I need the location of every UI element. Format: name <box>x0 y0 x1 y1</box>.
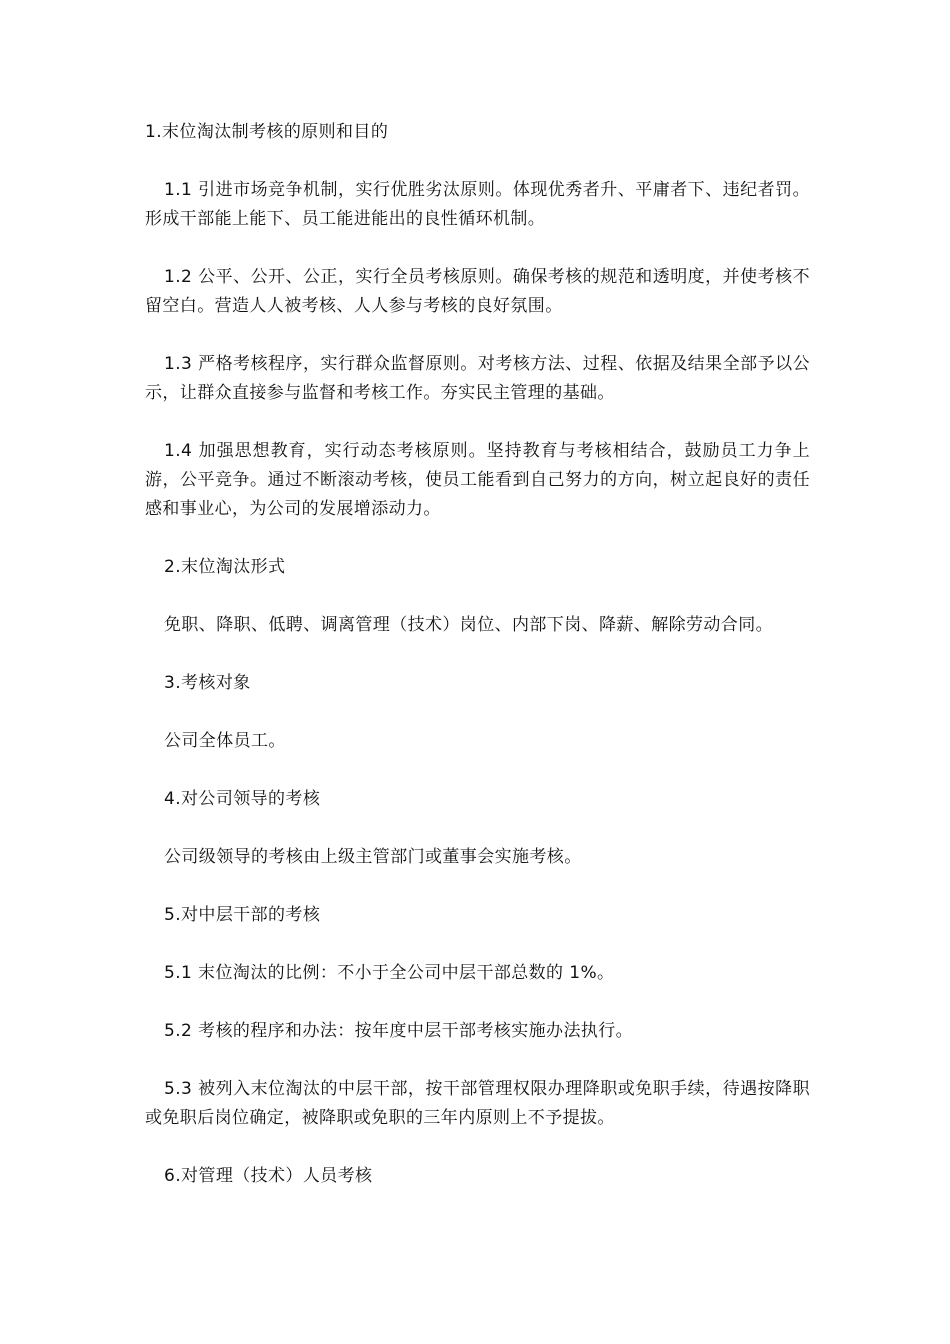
paragraph-5-2: 5.2 考核的程序和办法：按年度中层干部考核实施办法执行。 <box>164 1021 634 1041</box>
paragraph-1-3: 1.3 严格考核程序，实行群众监督原则。对考核方法、过程、依据及结果全部予以公示，让群众直接参与监督和考核工作。夯实民主管理的基础。 <box>145 354 810 403</box>
paragraph-3: 公司全体员工。 <box>164 731 286 751</box>
document-body <box>145 118 810 1220</box>
paragraph-5-1: 5.1 末位淘汰的比例：不小于全公司中层干部总数的 1%。 <box>164 963 615 983</box>
section-heading-5: 5.对中层干部的考核 <box>164 905 321 925</box>
paragraph-4: 公司级领导的考核由上级主管部门或董事会实施考核。 <box>164 847 582 867</box>
section-heading-4: 4.对公司领导的考核 <box>164 789 321 809</box>
paragraph-1-2: 1.2 公平、公开、公正，实行全员考核原则。确保考核的规范和透明度，并使考核不留空白。营造人人被考核、人人参与考核的良好氛围。 <box>145 267 810 316</box>
paragraph-5-3: 5.3 被列入末位淘汰的中层干部，按干部管理权限办理降职或免职手续，待遇按降职或免职后岗位确定，被降职或免职的三年内原则上不予提拔。 <box>145 1079 810 1128</box>
section-heading-6: 6.对管理（技术）人员考核 <box>164 1166 373 1186</box>
paragraph-1-4: 1.4 加强思想教育，实行动态考核原则。坚持教育与考核相结合，鼓励员工力争上游，公平竞争。通过不断滚动考核，使员工能看到自己努力的方向，树立起良好的责任感和事业心，为公司的发展增添动力。 <box>145 441 810 519</box>
section-heading-2: 2.末位淘汰形式 <box>164 557 286 577</box>
section-heading-1: 1.末位淘汰制考核的原则和目的 <box>145 122 389 142</box>
section-heading-3: 3.考核对象 <box>164 673 251 693</box>
paragraph-1-1: 1.1 引进市场竞争机制，实行优胜劣汰原则。体现优秀者升、平庸者下、违纪者罚。形成干部能上能下、员工能进能出的良性循环机制。 <box>145 180 810 229</box>
paragraph-2: 免职、降职、低聘、调离管理（技术）岗位、内部下岗、降薪、解除劳动合同。 <box>164 615 773 635</box>
